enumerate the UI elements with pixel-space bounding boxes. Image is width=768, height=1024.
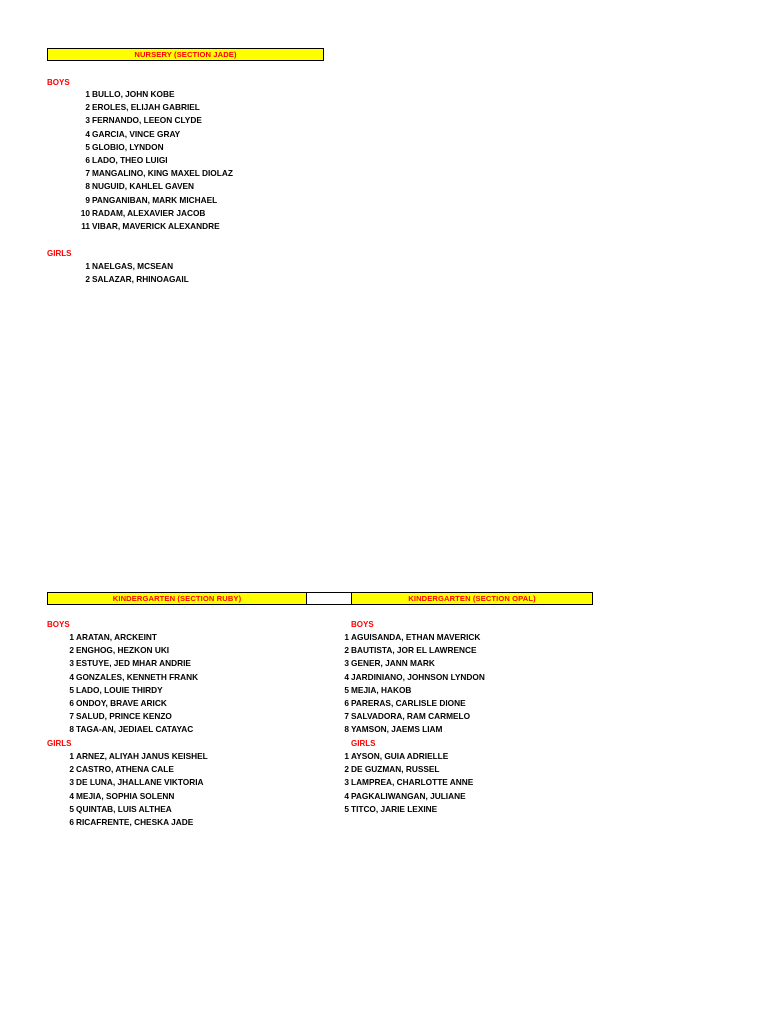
ruby-section-title: KINDERGARTEN (SECTION RUBY) bbox=[112, 594, 242, 603]
student-row bbox=[47, 194, 233, 207]
opal-boys-label: BOYS bbox=[351, 620, 374, 629]
student-row bbox=[47, 180, 233, 193]
student-number: 1 bbox=[344, 632, 349, 642]
student-row bbox=[47, 141, 233, 154]
ruby-section-banner bbox=[47, 592, 307, 605]
student-number: 8 bbox=[85, 181, 90, 192]
student-number: 1 bbox=[69, 751, 74, 761]
student-name: PAGKALIWANGAN, JULIANE bbox=[351, 790, 466, 801]
opal-girls-label: GIRLS bbox=[351, 739, 376, 748]
student-row bbox=[47, 750, 208, 763]
student-number: 8 bbox=[344, 724, 349, 735]
student-number: 5 bbox=[344, 803, 349, 814]
student-number: 3 bbox=[344, 658, 349, 669]
opal-girls-list bbox=[344, 750, 473, 816]
student-name: ARATAN, ARCKEINT bbox=[76, 632, 157, 642]
student-row bbox=[47, 657, 198, 670]
student-name: AGUISANDA, ETHAN MAVERICK bbox=[351, 632, 481, 642]
student-row bbox=[47, 776, 208, 789]
student-number: 3 bbox=[85, 115, 90, 126]
student-number: 5 bbox=[69, 684, 74, 695]
student-number: 2 bbox=[69, 645, 74, 656]
student-name: BAUTISTA, JOR EL LAWRENCE bbox=[351, 645, 477, 656]
student-name: GENER, JANN MARK bbox=[351, 658, 435, 669]
student-row bbox=[344, 750, 473, 763]
ruby-girls-list bbox=[47, 750, 208, 829]
student-name: FERNANDO, LEEON CLYDE bbox=[92, 115, 202, 126]
student-name: ESTUYE, JED MHAR ANDRIE bbox=[76, 658, 191, 669]
student-number: 1 bbox=[344, 751, 349, 761]
student-row bbox=[344, 631, 485, 644]
student-number: 1 bbox=[85, 89, 90, 99]
student-row bbox=[47, 697, 198, 710]
student-row bbox=[344, 697, 485, 710]
student-name: LAMPREA, CHARLOTTE ANNE bbox=[351, 777, 474, 788]
student-number: 5 bbox=[344, 684, 349, 695]
header-gap-cell bbox=[306, 592, 352, 605]
student-number: 2 bbox=[344, 764, 349, 775]
student-name: NUGUID, KAHLEL GAVEN bbox=[92, 181, 195, 192]
student-number: 6 bbox=[69, 816, 74, 827]
student-number: 2 bbox=[85, 102, 90, 113]
student-name: JARDINIANO, JOHNSON LYNDON bbox=[351, 671, 485, 682]
student-row bbox=[344, 763, 473, 776]
student-name: DE GUZMAN, RUSSEL bbox=[351, 764, 440, 775]
student-row bbox=[47, 710, 198, 723]
student-row bbox=[344, 657, 485, 670]
student-number: 4 bbox=[85, 128, 90, 139]
student-row bbox=[47, 154, 233, 167]
student-number: 7 bbox=[344, 711, 349, 722]
student-name: RADAM, ALEXAVIER JACOB bbox=[92, 207, 206, 218]
student-name: SALAZAR, RHINOAGAIL bbox=[92, 274, 189, 285]
student-number: 9 bbox=[85, 194, 90, 205]
student-row bbox=[47, 644, 198, 657]
student-row bbox=[47, 723, 198, 736]
student-name: LADO, THEO LUIGI bbox=[92, 154, 168, 165]
student-number: 3 bbox=[69, 777, 74, 788]
student-row bbox=[344, 723, 485, 736]
student-number: 2 bbox=[344, 645, 349, 656]
ruby-boys-list bbox=[47, 631, 198, 737]
student-name: TITCO, JARIE LEXINE bbox=[351, 803, 438, 814]
student-row bbox=[47, 207, 233, 220]
student-row bbox=[344, 710, 485, 723]
student-row bbox=[47, 273, 189, 286]
student-name: TAGA-AN, JEDIAEL CATAYAC bbox=[76, 724, 194, 735]
student-number: 4 bbox=[344, 671, 349, 682]
ruby-girls-label: GIRLS bbox=[47, 739, 72, 748]
student-row bbox=[47, 101, 233, 114]
student-row bbox=[47, 763, 208, 776]
student-row bbox=[47, 220, 233, 233]
student-number: 7 bbox=[85, 168, 90, 179]
ruby-boys-label: BOYS bbox=[47, 620, 70, 629]
student-row bbox=[47, 671, 198, 684]
student-name: GARCIA, VINCE GRAY bbox=[92, 128, 181, 139]
student-name: YAMSON, JAEMS LIAM bbox=[351, 724, 443, 735]
student-row bbox=[47, 88, 233, 101]
student-number: 8 bbox=[69, 724, 74, 735]
student-name: QUINTAB, LUIS ALTHEA bbox=[76, 803, 172, 814]
nursery-boys-label: BOYS bbox=[47, 78, 70, 87]
student-number: 11 bbox=[81, 220, 90, 231]
student-name: MANGALINO, KING MAXEL DIOLAZ bbox=[92, 168, 233, 179]
nursery-girls-label: GIRLS bbox=[47, 249, 72, 258]
student-number: 1 bbox=[69, 632, 74, 642]
student-name: MEJIA, HAKOB bbox=[351, 684, 412, 695]
student-number: 10 bbox=[80, 207, 90, 218]
student-name: RICAFRENTE, CHESKA JADE bbox=[76, 816, 194, 827]
student-name: PANGANIBAN, MARK MICHAEL bbox=[92, 194, 218, 205]
student-row bbox=[47, 684, 198, 697]
opal-section-banner bbox=[351, 592, 593, 605]
student-row bbox=[47, 167, 233, 180]
student-name: AYSON, GUIA ADRIELLE bbox=[351, 751, 449, 761]
student-name: ENGHOG, HEZKON UKI bbox=[76, 645, 170, 656]
student-name: GLOBIO, LYNDON bbox=[92, 141, 164, 152]
student-name: EROLES, ELIJAH GABRIEL bbox=[92, 102, 200, 113]
nursery-section-banner bbox=[47, 48, 324, 61]
student-name: BULLO, JOHN KOBE bbox=[92, 89, 175, 99]
nursery-boys-list bbox=[47, 88, 233, 233]
student-number: 6 bbox=[344, 697, 349, 708]
opal-section-title: KINDERGARTEN (SECTION OPAL) bbox=[408, 594, 536, 603]
student-name: ONDOY, BRAVE ARICK bbox=[76, 697, 167, 708]
student-name: DE LUNA, JHALLANE VIKTORIA bbox=[76, 777, 204, 788]
student-number: 5 bbox=[85, 141, 90, 152]
student-row bbox=[47, 803, 208, 816]
student-row bbox=[344, 671, 485, 684]
student-number: 3 bbox=[69, 658, 74, 669]
student-name: PARERAS, CARLISLE DIONE bbox=[351, 697, 466, 708]
student-row bbox=[344, 776, 473, 789]
student-row bbox=[344, 803, 473, 816]
student-number: 1 bbox=[85, 261, 90, 271]
student-number: 6 bbox=[85, 154, 90, 165]
student-number: 2 bbox=[85, 274, 90, 285]
student-row bbox=[47, 790, 208, 803]
student-number: 4 bbox=[69, 790, 74, 801]
student-row bbox=[344, 790, 473, 803]
student-number: 3 bbox=[344, 777, 349, 788]
student-name: LADO, LOUIE THIRDY bbox=[76, 684, 163, 695]
opal-boys-list bbox=[344, 631, 485, 737]
student-row bbox=[344, 644, 485, 657]
student-name: CASTRO, ATHENA CALE bbox=[76, 764, 174, 775]
student-number: 4 bbox=[69, 671, 74, 682]
student-row bbox=[344, 684, 485, 697]
student-name: SALUD, PRINCE KENZO bbox=[76, 711, 172, 722]
student-name: ARNEZ, ALIYAH JANUS KEISHEL bbox=[76, 751, 208, 761]
student-number: 6 bbox=[69, 697, 74, 708]
student-row bbox=[47, 260, 189, 273]
student-name: SALVADORA, RAM CARMELO bbox=[351, 711, 471, 722]
student-name: MEJIA, SOPHIA SOLENN bbox=[76, 790, 175, 801]
student-number: 2 bbox=[69, 764, 74, 775]
student-row bbox=[47, 631, 198, 644]
student-name: GONZALES, KENNETH FRANK bbox=[76, 671, 199, 682]
student-number: 7 bbox=[69, 711, 74, 722]
nursery-section-title: NURSERY (SECTION JADE) bbox=[134, 50, 237, 59]
student-name: VIBAR, MAVERICK ALEXANDRE bbox=[92, 220, 220, 231]
student-number: 5 bbox=[69, 803, 74, 814]
student-row bbox=[47, 114, 233, 127]
student-row bbox=[47, 128, 233, 141]
nursery-girls-list bbox=[47, 260, 189, 286]
student-name: NAELGAS, MCSEAN bbox=[92, 261, 174, 271]
student-number: 4 bbox=[344, 790, 349, 801]
student-row bbox=[47, 816, 208, 829]
